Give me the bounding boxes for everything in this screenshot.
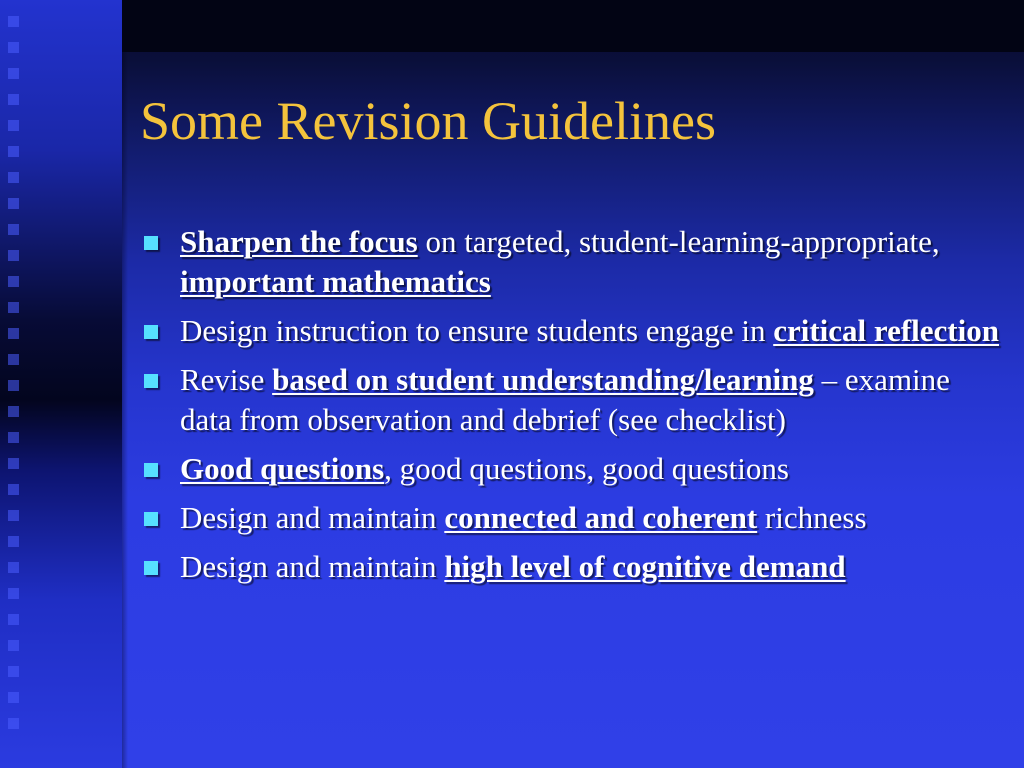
bullet-emphasis: connected and coherent bbox=[444, 500, 758, 535]
decorative-squares bbox=[8, 16, 26, 744]
bullet-text: Design instruction to ensure students engage in bbox=[180, 313, 774, 348]
square-bullet-icon bbox=[144, 512, 158, 526]
decorative-square bbox=[8, 718, 19, 729]
decorative-square bbox=[8, 120, 19, 131]
bullet-text: , good questions, good questions bbox=[384, 451, 789, 486]
square-bullet-icon bbox=[144, 561, 158, 575]
square-bullet-icon bbox=[144, 236, 158, 250]
decorative-square bbox=[8, 172, 19, 183]
decorative-square bbox=[8, 614, 19, 625]
decorative-square bbox=[8, 588, 19, 599]
bullet-item bbox=[144, 311, 1004, 351]
decorative-square bbox=[8, 302, 19, 313]
left-bar-shadow bbox=[122, 0, 128, 768]
decorative-square bbox=[8, 224, 19, 235]
slide-title: Some Revision Guidelines bbox=[140, 91, 716, 151]
bullet-item bbox=[144, 222, 1004, 302]
decorative-square bbox=[8, 692, 19, 703]
bullet-emphasis: important mathematics bbox=[180, 264, 491, 299]
decorative-square bbox=[8, 536, 19, 547]
decorative-square bbox=[8, 562, 19, 573]
bullet-item bbox=[144, 498, 1004, 538]
decorative-square bbox=[8, 42, 19, 53]
bullet-text: Design and maintain bbox=[180, 500, 445, 535]
decorative-square bbox=[8, 198, 19, 209]
bullet-text: on targeted, student-learning-appropriate, bbox=[417, 224, 940, 259]
decorative-square bbox=[8, 146, 19, 157]
bullet-emphasis: critical reflection bbox=[773, 313, 999, 348]
decorative-square bbox=[8, 458, 19, 469]
decorative-square bbox=[8, 666, 19, 677]
decorative-square bbox=[8, 276, 19, 287]
decorative-square bbox=[8, 328, 19, 339]
bullet-emphasis: high level of cognitive demand bbox=[444, 549, 846, 584]
bullet-text: Design and maintain bbox=[180, 549, 445, 584]
decorative-square bbox=[8, 432, 19, 443]
decorative-square bbox=[8, 68, 19, 79]
decorative-square bbox=[8, 380, 19, 391]
decorative-square bbox=[8, 16, 19, 27]
decorative-square bbox=[8, 94, 19, 105]
decorative-square bbox=[8, 510, 19, 521]
bullet-emphasis: based on student understanding/learning bbox=[272, 362, 814, 397]
bullet-item bbox=[144, 449, 1004, 489]
bullet-text: richness bbox=[757, 500, 867, 535]
bullet-list bbox=[144, 222, 1004, 596]
top-band bbox=[122, 0, 1024, 52]
decorative-square bbox=[8, 354, 19, 365]
bullet-item bbox=[144, 547, 1004, 587]
decorative-square bbox=[8, 406, 19, 417]
decorative-square bbox=[8, 484, 19, 495]
decorative-square bbox=[8, 250, 19, 261]
bullet-text: – examine data from observation and debrief (see checklist) bbox=[180, 362, 950, 437]
bullet-emphasis: Sharpen the focus bbox=[180, 224, 418, 259]
decorative-square bbox=[8, 640, 19, 651]
left-decorative-bar bbox=[0, 0, 122, 768]
square-bullet-icon bbox=[144, 325, 158, 339]
square-bullet-icon bbox=[144, 374, 158, 388]
bullet-emphasis: Good questions bbox=[180, 451, 385, 486]
bullet-text: Revise bbox=[180, 362, 273, 397]
bullet-item bbox=[144, 360, 1004, 440]
square-bullet-icon bbox=[144, 463, 158, 477]
